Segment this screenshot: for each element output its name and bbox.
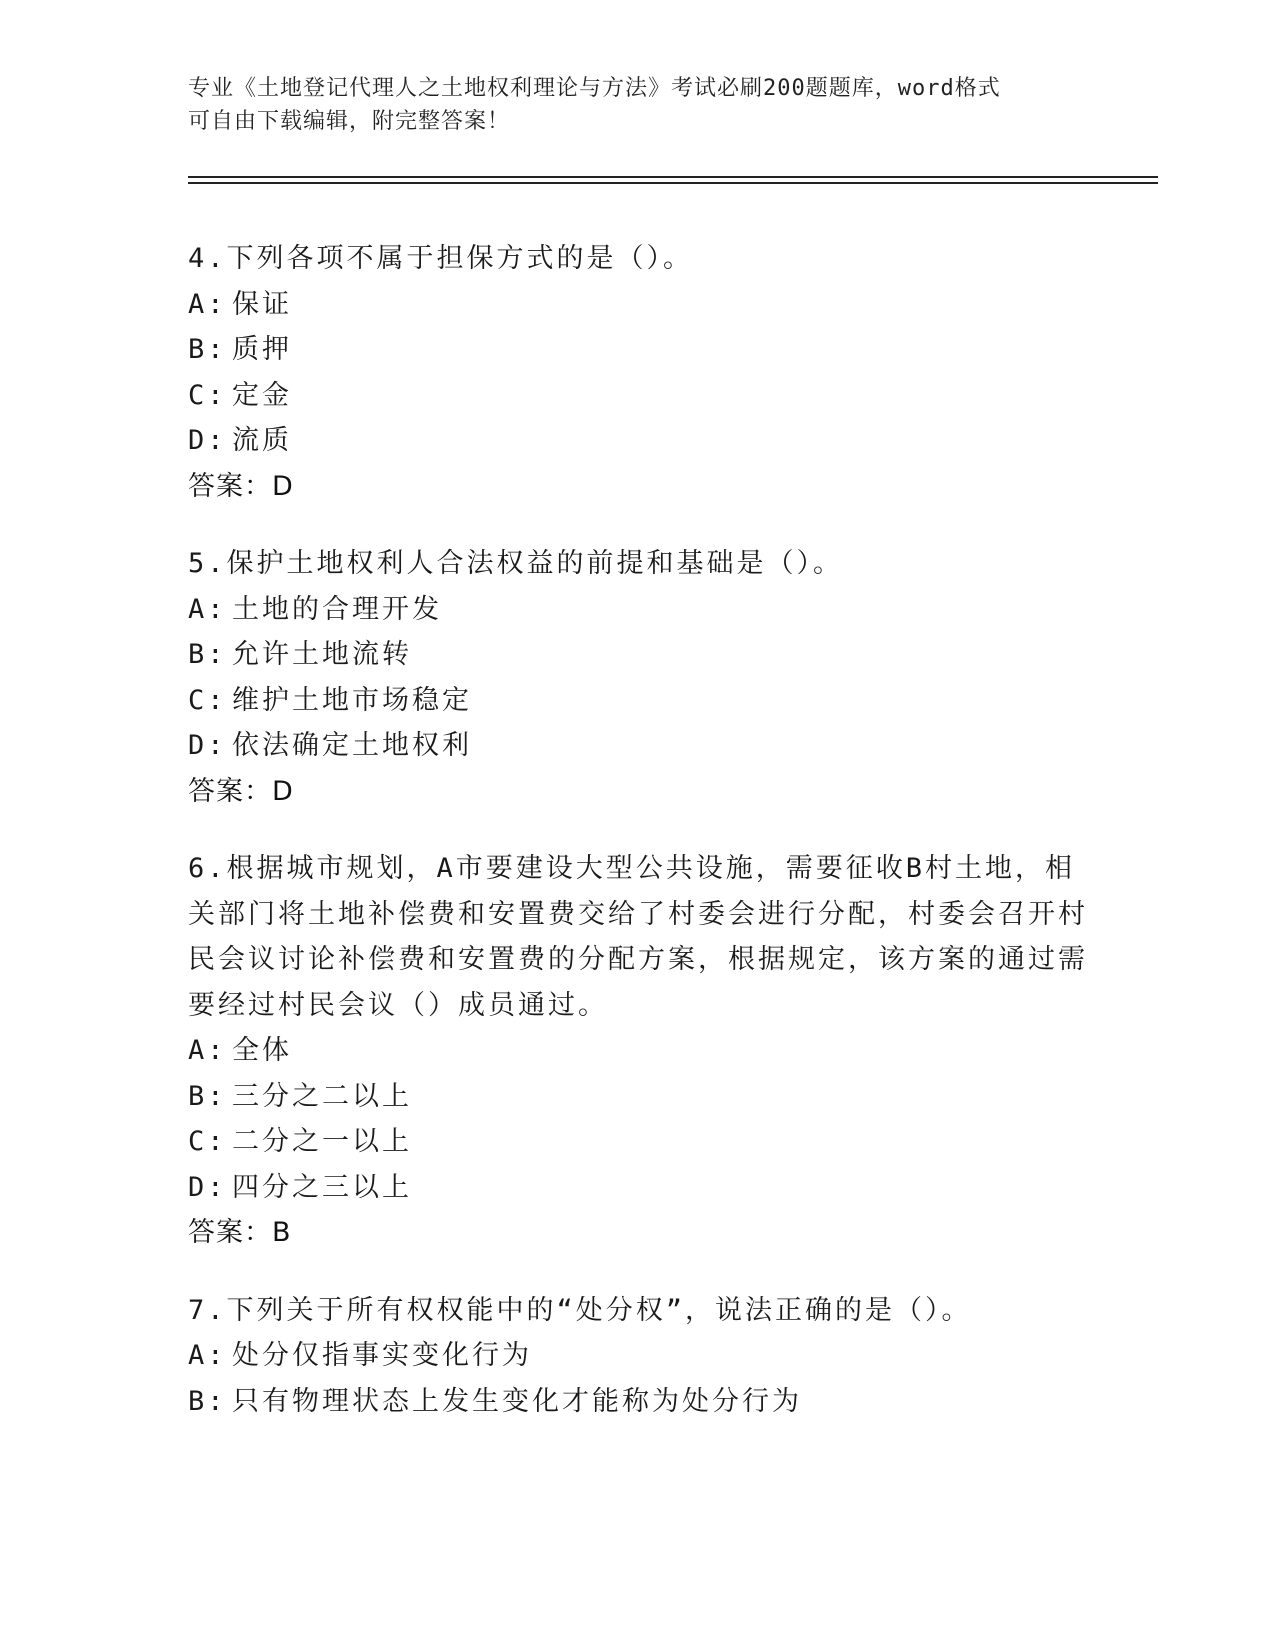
option-letter: A:	[188, 1035, 227, 1066]
option-text: 只有物理状态上发生变化才能称为处分行为	[232, 1385, 802, 1417]
header-line-2: 可自由下载编辑，附完整答案！	[188, 109, 511, 134]
option-c	[188, 373, 1088, 419]
option-b	[188, 1074, 1088, 1120]
option-text: 三分之二以上	[232, 1080, 412, 1112]
option-a	[188, 1028, 1088, 1074]
question-4	[188, 236, 1088, 509]
option-letter: A:	[188, 1340, 227, 1371]
option-letter: C:	[188, 684, 227, 716]
option-b	[188, 632, 1088, 678]
question-text: 7.下列关于所有权权能中的“处分权”，说法正确的是（）。	[188, 1294, 972, 1326]
option-b	[188, 1379, 1088, 1425]
option-text: 二分之一以上	[232, 1126, 412, 1157]
option-text: 允许土地流转	[232, 639, 412, 670]
option-letter: B:	[188, 1385, 227, 1417]
option-letter: B:	[188, 639, 227, 670]
option-letter: D:	[188, 425, 227, 456]
option-text: 依法确定土地权利	[232, 730, 472, 761]
option-text: 四分之三以上	[232, 1171, 412, 1203]
header-divider-bottom	[188, 182, 1158, 184]
option-c	[188, 678, 1088, 724]
question-text: 4.下列各项不属于担保方式的是（）。	[188, 243, 694, 274]
option-d	[188, 1165, 1088, 1211]
answer-line: 答案：D	[188, 470, 294, 502]
question-6	[188, 846, 1088, 1256]
option-letter: D:	[188, 1171, 227, 1203]
option-letter: D:	[188, 730, 227, 761]
answer-line: 答案：D	[188, 775, 294, 807]
option-text: 保证	[232, 288, 292, 320]
option-a	[188, 1333, 1088, 1379]
option-letter: A:	[188, 593, 227, 625]
option-d	[188, 723, 1088, 769]
option-text: 流质	[232, 425, 292, 456]
option-letter: A:	[188, 288, 227, 320]
option-text: 维护土地市场稳定	[232, 684, 472, 716]
option-a	[188, 282, 1088, 328]
option-d	[188, 418, 1088, 464]
option-letter: C:	[188, 379, 227, 411]
option-letter: B:	[188, 334, 227, 365]
option-letter: C:	[188, 1126, 227, 1157]
header-divider-top	[188, 176, 1158, 178]
question-text: 6.根据城市规划，A市要建设大型公共设施，需要征收B村土地，相关部门将土地补偿费和安置费交给了村委会进行分配，村委会召开村民会议讨论补偿费和安置费的分配方案，根据规定，该方案的通过需要经过村民会议（）成员通过。	[188, 853, 1088, 1021]
option-letter: B:	[188, 1080, 227, 1112]
option-text: 质押	[232, 334, 292, 365]
option-c	[188, 1119, 1088, 1165]
option-text: 处分仅指事实变化行为	[232, 1340, 532, 1371]
option-text: 全体	[232, 1035, 292, 1066]
question-list	[188, 236, 1088, 1456]
option-a	[188, 587, 1088, 633]
question-text: 5.保护土地权利人合法权益的前提和基础是（）。	[188, 548, 844, 579]
answer-line: 答案：B	[188, 1217, 292, 1248]
option-text: 土地的合理开发	[232, 593, 442, 625]
document-header	[188, 72, 1088, 138]
option-b	[188, 327, 1088, 373]
header-line-1: 专业《土地登记代理人之土地权利理论与方法》考试必刷200题题库，word格式	[188, 76, 1001, 101]
question-7	[188, 1288, 1088, 1425]
option-text: 定金	[232, 379, 292, 411]
question-5	[188, 541, 1088, 814]
